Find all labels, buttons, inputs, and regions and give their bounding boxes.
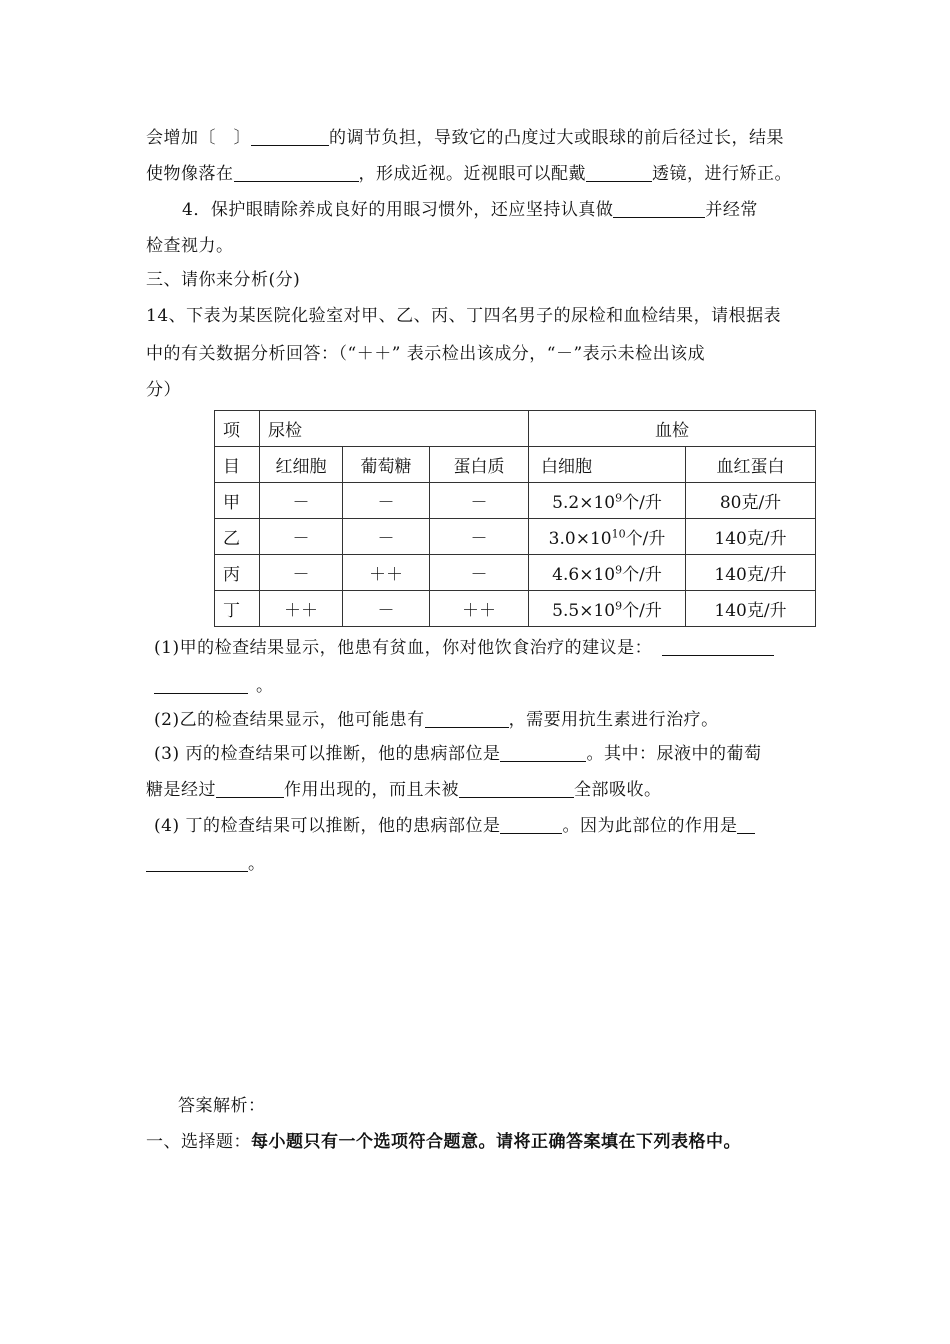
cell-protein: －: [430, 555, 529, 591]
sub-question: [146, 778, 662, 802]
answer-blank[interactable]: [459, 779, 574, 798]
wbc-base: 3.0×10: [548, 529, 612, 549]
text-segment: 会增加〔 〕: [146, 128, 251, 148]
text-line: 检查视力。: [146, 236, 234, 256]
cell-rbc: ＋＋: [260, 591, 343, 627]
question-stem: 分）: [146, 380, 181, 400]
wbc-base: 4.6×10: [552, 565, 616, 585]
text-segment: 使物像落在: [146, 164, 234, 184]
text-segment: 。其中：尿液中的葡萄: [586, 744, 762, 764]
text-segment: 并经常: [705, 200, 758, 220]
sub-question: [154, 742, 761, 766]
answer-blank[interactable]: [154, 675, 248, 694]
answer-blank[interactable]: [425, 709, 509, 728]
answer-blank[interactable]: [500, 743, 586, 762]
cell-wbc: [529, 591, 686, 627]
text-segment: 4．保护眼睛除养成良好的用眼习惯外，还应坚持认真做: [182, 200, 614, 220]
cell-protein: －: [430, 519, 529, 555]
table-row: [215, 555, 816, 591]
text-segment: 糖是经过: [146, 780, 216, 800]
text-segment: 的调节负担，导致它的凸度过大或眼球的前后径过长，结果: [329, 128, 784, 148]
cell-wbc: [529, 483, 686, 519]
header-urine: 尿检: [260, 411, 529, 447]
text-segment: 一、选择题：: [146, 1132, 251, 1152]
wbc-base: 5.2×10: [552, 493, 616, 513]
text-segment: 。: [256, 676, 274, 696]
sub-question: [154, 708, 719, 732]
subheader-cell: 葡萄糖: [343, 447, 430, 483]
text-line: [146, 162, 792, 186]
answer-blank[interactable]: [662, 637, 774, 656]
question-stem: 中的有关数据分析回答：（“＋＋” 表示检出该成分，“－”表示未检出该成: [146, 344, 706, 364]
answer-title: 答案解析：: [178, 1096, 266, 1116]
wbc-exponent: 9: [615, 563, 623, 577]
table-row: [215, 483, 816, 519]
text-line: [182, 198, 758, 222]
cell-glucose: －: [343, 591, 430, 627]
wbc-exponent: 9: [615, 599, 623, 613]
subheader-cell: 蛋白质: [430, 447, 529, 483]
wbc-base: 5.5×10: [552, 601, 616, 621]
text-segment: 作用出现的，而且未被: [284, 780, 459, 800]
text-segment: 透镜，进行矫正。: [652, 164, 792, 184]
table-row: [215, 591, 816, 627]
answer-blank[interactable]: [586, 163, 652, 182]
cell-protein: －: [430, 483, 529, 519]
cell-hemoglobin: 140克/升: [686, 519, 816, 555]
table-subheader-row: [215, 447, 816, 483]
sub-question: [154, 636, 774, 660]
cell-hemoglobin: 80克/升: [686, 483, 816, 519]
cell-hemoglobin: 140克/升: [686, 555, 816, 591]
row-name: 丁: [215, 591, 260, 627]
row-name: 甲: [215, 483, 260, 519]
text-line: [146, 126, 784, 150]
table-header-row: [215, 411, 816, 447]
text-segment-bold: 每小题只有一个选项符合题意。请将正确答案填在下列表格中。: [251, 1132, 741, 1152]
cell-protein: ＋＋: [430, 591, 529, 627]
sub-question: [154, 674, 274, 698]
cell-glucose: ＋＋: [343, 555, 430, 591]
text-segment: (1)甲的检查结果显示，他患有贫血，你对他饮食治疗的建议是：: [154, 638, 653, 658]
answer-blank[interactable]: [146, 853, 248, 872]
text-segment: ，形成近视。近视眼可以配戴: [358, 164, 586, 184]
header-item-top: 项: [215, 411, 260, 447]
answer-blank[interactable]: [500, 815, 562, 834]
section-title: 三、请你来分析(分): [146, 270, 301, 290]
text-segment: 。: [248, 854, 266, 874]
cell-wbc: [529, 555, 686, 591]
answer-blank[interactable]: [613, 199, 705, 218]
answer-blank[interactable]: [251, 127, 329, 146]
cell-glucose: －: [343, 483, 430, 519]
cell-wbc: [529, 519, 686, 555]
answer-blank[interactable]: [234, 163, 359, 182]
cell-hemoglobin: 140克/升: [686, 591, 816, 627]
text-segment: ，需要用抗生素进行治疗。: [508, 710, 719, 730]
cell-rbc: －: [260, 555, 343, 591]
wbc-exponent: 9: [615, 491, 623, 505]
wbc-unit: 个/升: [622, 565, 662, 585]
text-segment: (3) 丙的检查结果可以推断，他的患病部位是: [154, 744, 501, 764]
text-segment: 全部吸收。: [574, 780, 662, 800]
answer-heading: [146, 1130, 741, 1154]
wbc-unit: 个/升: [622, 601, 662, 621]
header-blood: 血检: [529, 411, 816, 447]
wbc-unit: 个/升: [622, 493, 662, 513]
wbc-unit: 个/升: [625, 529, 666, 549]
row-name: 乙: [215, 519, 260, 555]
results-table: [214, 410, 816, 627]
subheader-cell: 血红蛋白: [686, 447, 816, 483]
wbc-exponent: 10: [611, 527, 626, 541]
table-row: [215, 519, 816, 555]
answer-blank[interactable]: [737, 815, 755, 834]
cell-rbc: －: [260, 483, 343, 519]
question-stem: 14、下表为某医院化验室对甲、乙、丙、丁四名男子的尿检和血检结果，请根据表: [146, 306, 782, 326]
subheader-cell: 白细胞: [529, 447, 686, 483]
row-name: 丙: [215, 555, 260, 591]
sub-question: [146, 852, 266, 876]
header-item-bottom: 目: [215, 447, 260, 483]
text-segment: (2)乙的检查结果显示，他可能患有: [154, 710, 425, 730]
subheader-cell: 红细胞: [260, 447, 343, 483]
text-segment: (4) 丁的检查结果可以推断，他的患病部位是: [154, 816, 501, 836]
cell-rbc: －: [260, 519, 343, 555]
answer-blank[interactable]: [216, 779, 284, 798]
sub-question: [154, 814, 755, 838]
cell-glucose: －: [343, 519, 430, 555]
text-segment: 。因为此部位的作用是: [562, 816, 738, 836]
